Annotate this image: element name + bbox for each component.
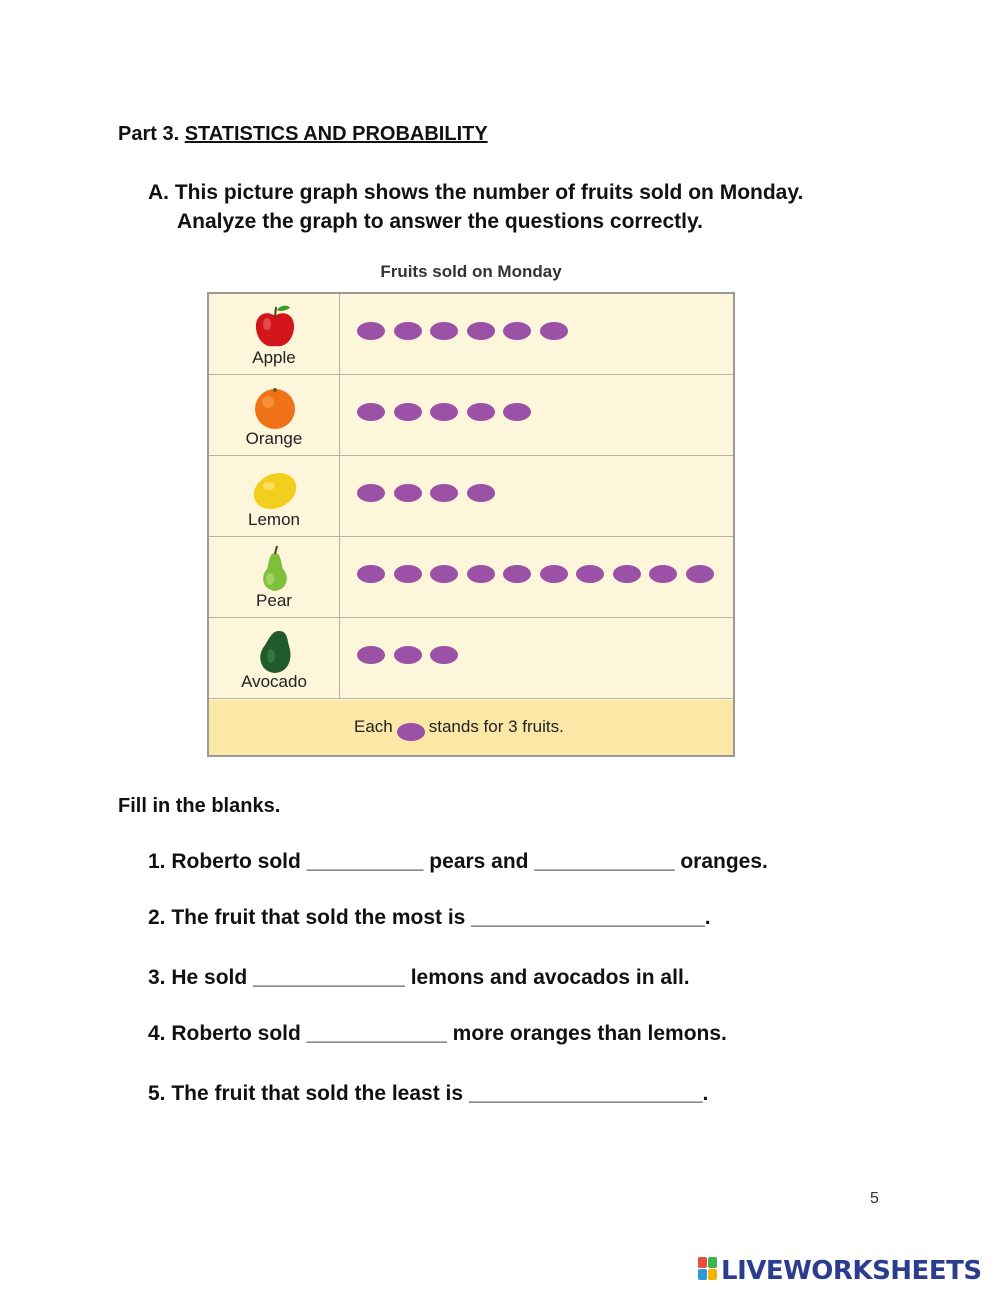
pictograph-symbol [394,484,422,502]
key-symbol [397,723,425,741]
question-4[interactable]: 4. Roberto sold ____________ more oranges than lemons. [148,1022,727,1045]
question-1[interactable]: 1. Roberto sold __________ pears and ____________ oranges. [148,850,768,873]
pictograph-symbol [357,646,385,664]
pictograph-symbol [357,484,385,502]
instructions-line-2: Analyze the graph to answer the questions correctly. [177,210,703,233]
pictograph-symbol [394,646,422,664]
pictograph-symbol [430,484,458,502]
graph-key [209,700,733,755]
avocado-icon [249,626,301,676]
symbol-row [357,484,503,506]
pictograph-symbol [540,322,568,340]
pictograph-symbol [686,565,714,583]
row-label-cell [209,375,340,455]
pictograph-symbol [649,565,677,583]
instructions [148,178,803,236]
orange-icon [249,383,301,433]
graph-row-apple [209,294,733,375]
key-text-before: Each [354,717,393,736]
pictograph-symbol [467,403,495,421]
fruit-label: Orange [245,429,303,448]
pictograph-symbol [394,403,422,421]
pictograph-symbol [394,565,422,583]
part-title: STATISTICS AND PROBABILITY [184,123,488,145]
part-prefix: Part 3. [118,123,180,145]
graph-title: Fruits sold on Monday [380,262,562,281]
instructions-line-1: A. This picture graph shows the number of fruits sold on Monday. [148,181,804,204]
row-label-cell [209,456,340,536]
pictograph-symbol [430,565,458,583]
graph-row-lemon [209,456,733,537]
fruit-label: Lemon [248,510,300,529]
symbol-row [357,565,722,587]
key-text-after: stands for 3 fruits. [428,717,564,736]
pictograph-symbol [503,322,531,340]
pictograph-symbol [503,565,531,583]
question-2[interactable]: 2. The fruit that sold the most is ____________________. [148,906,711,929]
pictograph-symbol [503,403,531,421]
apple-icon [249,302,301,352]
symbol-row [357,403,540,425]
fruit-label: Pear [256,591,292,610]
pictograph-symbol [467,565,495,583]
pictograph-symbol [357,565,385,583]
question-5[interactable]: 5. The fruit that sold the least is ____________________. [148,1082,709,1105]
row-label-cell [209,618,340,698]
pictograph-symbol [430,646,458,664]
pear-icon [249,545,301,595]
pictograph-symbol [357,322,385,340]
pictograph-symbol [467,484,495,502]
pictograph-symbol [430,322,458,340]
row-label-cell [209,294,340,374]
liveworksheets-logo [698,1256,982,1286]
pictograph-symbol [467,322,495,340]
pictograph-symbol [540,565,568,583]
graph-row-orange [209,375,733,456]
fill-heading: Fill in the blanks. [118,795,281,817]
symbol-row [357,646,467,668]
graph-row-pear [209,537,733,618]
pictograph-symbol [613,565,641,583]
fruit-label: Apple [252,348,296,367]
pictograph-symbol [394,322,422,340]
pictograph-symbol [357,403,385,421]
graph-row-avocado [209,618,733,699]
lemon-icon [249,464,301,514]
question-3[interactable]: 3. He sold _____________ lemons and avocados in all. [148,966,690,989]
picture-graph [207,292,735,757]
symbol-row [357,322,576,344]
pictograph-symbol [576,565,604,583]
logo-text: LIVEWORKSHEETS [721,1256,982,1286]
row-label-cell [209,537,340,617]
fruit-label: Avocado [241,672,307,691]
liveworksheets-logo-icon [698,1257,718,1281]
part-heading [118,123,488,146]
pictograph-symbol [430,403,458,421]
page-number: 5 [870,1190,879,1207]
